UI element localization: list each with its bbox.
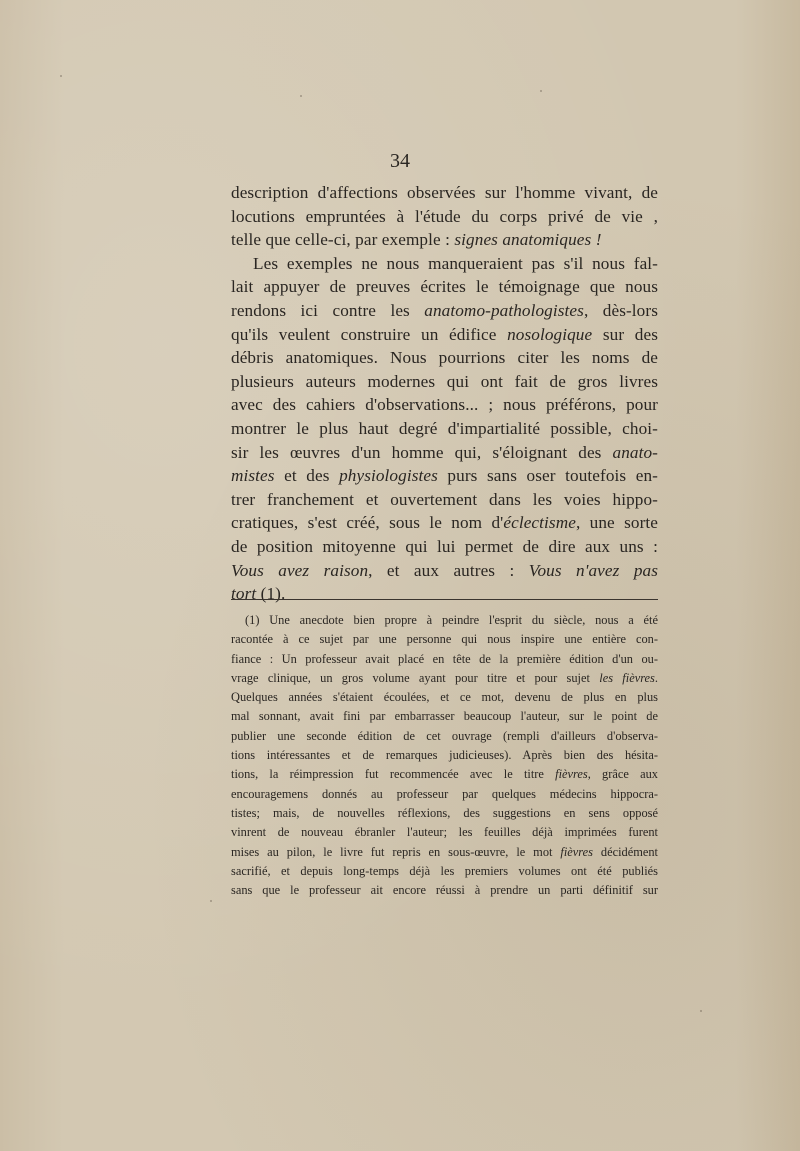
text-run: décidément: [592, 844, 658, 859]
text-run: mises au pilon, le livre fut repris en sous-œuvre, le mot: [231, 844, 561, 859]
text-run: , grâce aux: [587, 767, 658, 782]
italic-term: fièvres: [555, 767, 588, 782]
footnote-line: racontée à ce sujet par une personne qui nous inspire une entière con-: [231, 632, 658, 647]
text-line: trer franchement et ouvertement dans les voies hippo-: [231, 489, 658, 509]
italic-term: fièvres: [560, 844, 593, 859]
page-number: 34: [390, 150, 410, 172]
italic-term: physiologistes: [339, 466, 438, 486]
text-run: sir les œuvres d'un homme qui, s'éloignant des: [231, 442, 613, 462]
text-line: [231, 559, 658, 583]
footnote-line: mal sonnant, avait fini par embarrasser beaucoup l'auteur, sur le point de: [231, 709, 658, 724]
italic-term: tort: [231, 584, 257, 604]
text-line: de position mitoyenne qui lui permet de dire aux uns :: [231, 536, 658, 556]
text-line: [231, 299, 658, 323]
footnote-reference: (1).: [256, 584, 286, 604]
paragraph-2: [231, 252, 658, 606]
footnote-line: sacrifié, et depuis long-temps déjà les premiers volumes ont été publiés: [231, 863, 658, 878]
text-line: description d'affections observées sur l'homme vivant, de: [231, 183, 658, 202]
main-text: [231, 181, 658, 606]
paper-speck: [210, 900, 212, 902]
italic-term: anato-: [612, 442, 658, 462]
footnote-line: publier une seconde édition de cet ouvrage (rempli d'ailleurs d'observa-: [231, 728, 658, 743]
text-line: Les exemples ne nous manqueraient pas s'il nous fal-: [253, 253, 658, 273]
italic-term: nosologique: [507, 324, 593, 344]
footnote-separator: [231, 599, 658, 600]
paragraph-1: [231, 181, 658, 252]
paper-speck: [540, 90, 542, 92]
italic-term: mistes: [231, 466, 275, 486]
footnote-line: fiance : Un professeur avait placé en tête de la première édition d'un ou-: [231, 651, 658, 666]
text-line: lait appuyer de preuves écrites le témoignage que nous: [231, 277, 658, 297]
text-line: avec des cahiers d'observations... ; nous préférons, pour: [231, 395, 658, 415]
footnote-line: [231, 843, 658, 862]
text-run: .: [654, 670, 658, 685]
text-run: et des: [274, 466, 340, 486]
text-line: [231, 511, 658, 535]
italic-term: Vous avez raison: [231, 560, 369, 580]
italic-term: Vous n'avez pas: [528, 560, 658, 580]
text-run: sur des: [592, 324, 659, 344]
text-run: , une sorte: [575, 513, 658, 533]
text-line: [231, 441, 658, 465]
text-run: tions, la réimpression fut recommencée avec le titre: [231, 767, 556, 782]
italic-term: anatomo-pathologistes: [424, 300, 584, 320]
footnote: [231, 611, 658, 900]
italic-term: éclectisme: [503, 513, 576, 533]
italic-term: signes anatomiques !: [454, 230, 602, 250]
footnote-line: Quelques années s'étaient écoulées, et ce mot, devenu de plus en plus: [231, 690, 658, 705]
text-run: qu'ils veulent construire un édifice: [231, 324, 508, 344]
text-run: purs sans oser toutefois en-: [437, 466, 658, 486]
text-line: débris anatomiques. Nous pourrions citer les noms de: [231, 348, 658, 368]
footnote-line: sans que le professeur ait encore réussi à prendre un parti définitif sur: [231, 883, 658, 898]
text-run: telle que celle-ci, par exemple :: [231, 230, 455, 250]
text-line: montrer le plus haut degré d'impartialité possible, choi-: [231, 418, 658, 438]
text-line: [231, 323, 658, 347]
text-line: locutions empruntées à l'étude du corps privé de vie ,: [231, 206, 658, 226]
text-run: , dès-lors: [583, 300, 658, 320]
paper-speck: [60, 75, 62, 77]
footnote-line: (1) Une anecdote bien propre à peindre l'esprit du siècle, nous a été: [245, 613, 658, 627]
footnote-line: [231, 765, 658, 784]
text-line: [231, 582, 658, 606]
paper-speck: [700, 1010, 702, 1012]
text-line: [231, 464, 658, 488]
italic-term: les fièvres: [599, 670, 655, 685]
text-run: cratiques, s'est créé, sous le nom d': [231, 513, 504, 533]
footnote-line: vinrent de nouveau ébranler l'auteur; les feuilles déjà imprimées furent: [231, 825, 658, 840]
footnote-line: encouragemens donnés au professeur par quelques médecins hippocra-: [231, 786, 658, 801]
text-run: rendons ici contre les: [231, 300, 425, 320]
text-line: [231, 228, 658, 252]
text-line: plusieurs auteurs modernes qui ont fait de gros livres: [231, 371, 658, 391]
paper-speck: [300, 95, 302, 97]
footnote-line: tistes; mais, de nouvelles réflexions, des suggestions en sens opposé: [231, 805, 658, 820]
text-run: vrage clinique, un gros volume ayant pour titre et pour sujet: [231, 670, 600, 685]
footnote-line: tions intéressantes et de remarques judicieuses). Après bien des hésita-: [231, 748, 658, 763]
text-run: , et aux autres :: [368, 560, 529, 580]
footnote-line: [231, 669, 658, 688]
